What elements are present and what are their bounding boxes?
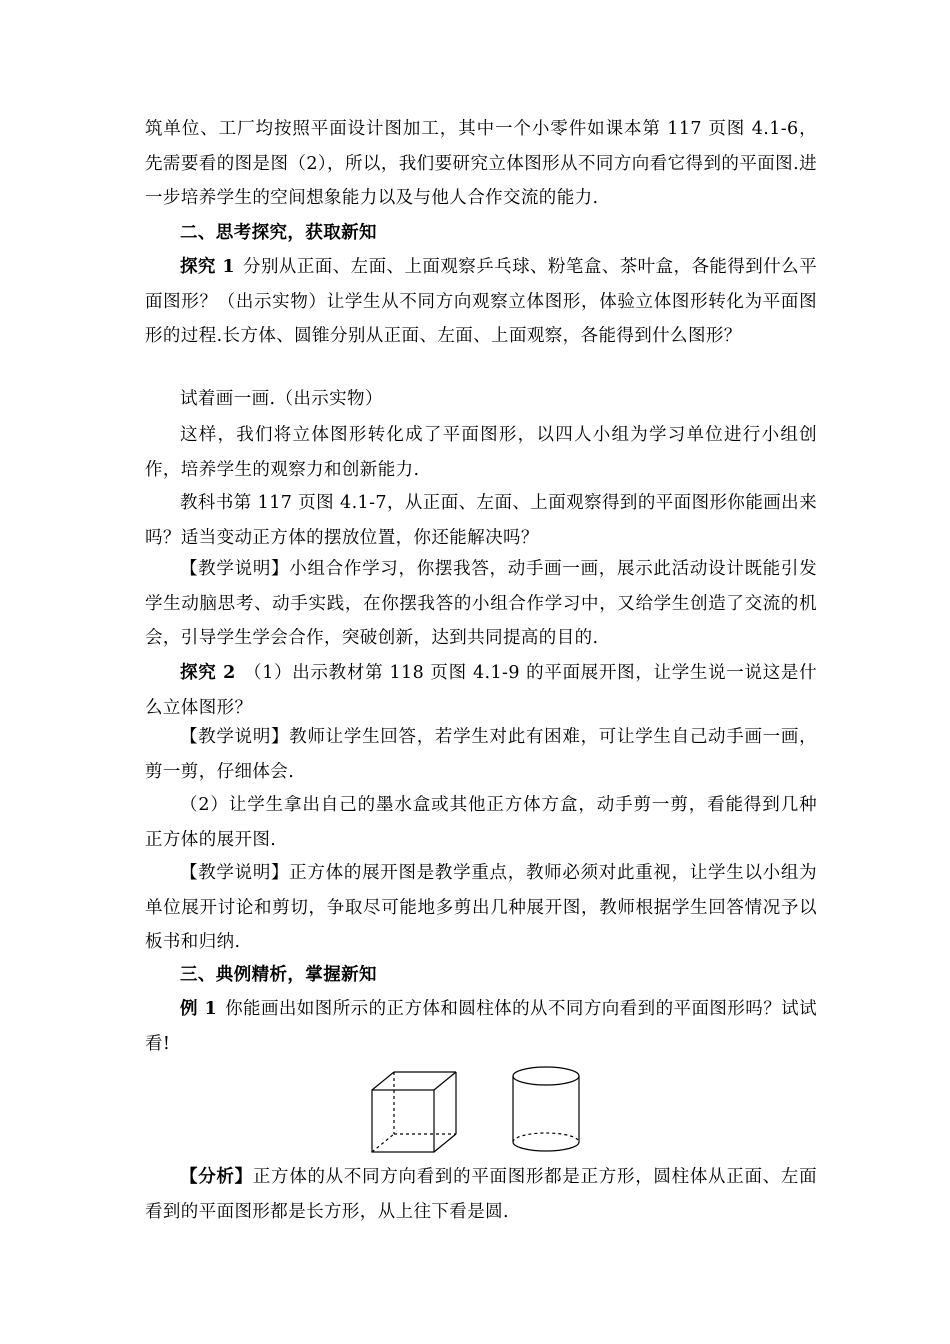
explore-2-text: （1）出示教材第 118 页图 4.1-9 的平面展开图，让学生说一说这是什么立体图形？ [145, 663, 817, 718]
textbook-paragraph: 教科书第 117 页图 4.1-7，从正面、左面、上面观察得到的平面图形你能画出来吗？适当变动正方体的摆放位置，你还能解决吗？ [145, 493, 817, 548]
cylinder-top-ellipse [513, 1067, 579, 1085]
cube-front-face [372, 1090, 434, 1152]
explore-1-label: 探究 1 [180, 257, 235, 277]
teaching-note-2: 【教学说明】教师让学生回答，若学生对此有困难，可让学生自己动手画一画，剪一剪，仔细体会. [145, 727, 817, 782]
explore-1-text: 分别从正面、左面、上面观察乒乓球、粉笔盒、茶叶盒，各能得到什么平面图形？（出示实物）让学生从不同方向观察立体图形，体验立体图形转化为平面图形的过程.长方体、圆锥分别从正面、左面、上面观察，各能得到什么图形？ [145, 257, 817, 346]
explore-2-label: 探究 2 [180, 663, 236, 683]
cube-edge-bottom-right [434, 1134, 456, 1152]
cylinder-figure [513, 1067, 579, 1151]
explore-1-paragraph [145, 250, 817, 354]
try-draw-paragraph: 试着画一画.（出示实物） [180, 389, 383, 409]
step-2-paragraph: （2）让学生拿出自己的墨水盒或其他正方体方盒，动手剪一剪，看能得到几种正方体的展开图. [145, 795, 817, 850]
figure-svg [360, 1060, 600, 1160]
analysis-label: 【分析】 [180, 1167, 253, 1187]
cube-edge-top-right [434, 1072, 456, 1090]
example-1-text: 你能画出如图所示的正方体和圆柱体的从不同方向看到的平面图形吗？试试看! [145, 999, 817, 1054]
cylinder-bottom-hidden-arc [513, 1133, 579, 1142]
explore-2-paragraph [145, 656, 817, 725]
cube-figure [372, 1072, 456, 1152]
teaching-note-1: 【教学说明】小组合作学习，你摆我答，动手画一画，展示此活动设计既能引发学生动脑思考、动手实践，在你摆我答的小组合作学习中，又给学生创造了交流的机会，引导学生学会合作，突破创新，达到共同提高的目的. [145, 559, 817, 648]
cube-hidden-edge-diagonal [372, 1134, 394, 1152]
example-1-paragraph [145, 992, 817, 1061]
teaching-note-3: 【教学说明】正方体的展开图是教学重点，教师必须对此重视，让学生以小组为单位展开讨论和剪切，争取尽可能地多剪出几种展开图，教师根据学生回答情况予以板书和归纳. [145, 863, 817, 952]
group-work-paragraph: 这样，我们将立体图形转化成了平面图形，以四人小组为学习单位进行小组创作，培养学生的观察力和创新能力. [145, 425, 817, 480]
analysis-text: 正方体的从不同方向看到的平面图形都是正方形，圆柱体从正面、左面看到的平面图形都是长方形，从上往下看是圆. [145, 1167, 817, 1222]
section-heading-2: 二、思考探究，获取新知 [180, 223, 377, 243]
cylinder-bottom-front-arc [513, 1142, 579, 1151]
intro-paragraph: 筑单位、工厂均按照平面设计图加工，其中一个小零件如课本第 117 页图 4.1-6，先需要看的图是图（2），所以，我们要研究立体图形从不同方向看它得到的平面图.进一步培养学生的空间想象能力以及与他人合作交流的能力. [145, 119, 817, 208]
example-1-label: 例 1 [180, 999, 218, 1019]
analysis-paragraph [145, 1160, 817, 1229]
section-heading-3: 三、典例精析，掌握新知 [180, 965, 377, 985]
cube-edge-top-left [372, 1072, 394, 1090]
example-figure [360, 1060, 600, 1160]
